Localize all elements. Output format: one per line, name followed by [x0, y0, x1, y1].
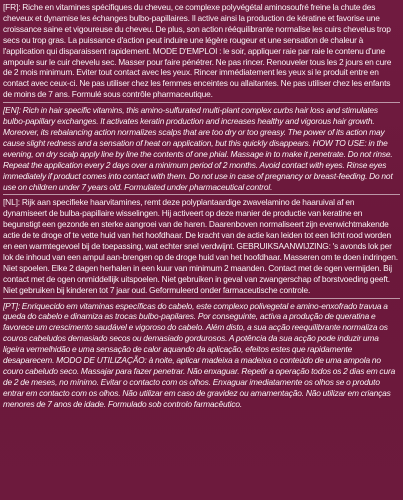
text-block-pt: [PT]: Enriquecido em vitaminas específicas do cabelo, este complexo polivegetal e amino-enxofrado travua a queda do cabelo e dinamiza as trocas bulbo-papilares. Por conseguinte, activa a produção de queratina e favorece um crescimento saudável e vigoroso do cabelo. Além disto, a sua acção reequilibrante normaliza os couros cabeludos demasiado secos ou demasiado gordurosos. A potência da sua acção pode induzir uma ligeira vermelhidão e uma sensação de calor aquando da aplicação, efeitos estes que rapidamente desaparecem. MODO DE UTILIZAÇÃO: à noite, aplicar madeixa a madeixa o conteúdo de uma ampola no couro cabeludo seco. Massajar para fazer penetrar. Não enxaguar. Repetir a operação todos os 2 dias em cura de 2 de meses, no mínimo. Evitar o contacto com os olhos. Enxaguar imediatamente os olhos se o produto entrar em contacto com os olhos. Não utilizar em caso de gravidez ou amamentação. Não utilizar em crianças menores de 7 anos de idade. Formulado sob controlo farmacêutico.	[3, 300, 396, 409]
text-block-en: [EN]: Rich in hair specific vitamins, this amino-sulfurated multi-plant complex curbs hair loss and stimulates bulbo-papillary exchanges. It activates keratin production and increases healthy and vigorous hair growth. Moreover, its rebalancing action normalizes scalps that are too dry or too greasy. The power of its action may cause slight redness and a sensation of heat on application, but this quickly disappears. HOW TO USE: in the evening, on dry scalp apply line by line the contents of one phial. Massage in to make it penetrate. Do not rinse. Repeat the application every 2 days over a minimum period of 2 months. Avoid contact with eyes. Rinse eyes immediately if product comes into contact with them. Do not use in case of pregnancy or breast-feeding. Do not use on children under 7 years old. Formulated under pharmaceutical control.	[3, 105, 393, 192]
text-block-fr: [FR]: Riche en vitamines spécifiques du cheveu, ce complexe polyvégétal aminosoufré freine la chute des cheveux et dynamise les échanges bulbo-papillaires. Il active ainsi la production de kératine et favorise une croissance saine et vigoureuse du cheveu. De plus, son action rééquilibrante normalise les cuirs chevelus trop secs ou trop gras. La puissance d'action peut induire une légère rougeur et une sensation de chaleur à l'application qui disparaissent rapidement. MODE D'EMPLOI : le soir, appliquer raie par raie le contenu d'une ampoule sur le cuir chevelu sec. Masser pour faire pénétrer. Ne pas rincer. Renouveler tous les 2 jours en cure de 2 mois minimum. Eviter tout contact avec les yeux. Rincer immédiatement les yeux si le produit entre en contact avec ceux-ci. Ne pas utiliser chez les femmes enceintes ou allaitantes. Ne pas utiliser chez les enfants de moins de 7 ans. Formulé sous contrôle pharmaceutique.	[3, 2, 392, 100]
divider	[3, 102, 400, 103]
text-block-nl: [NL]: Rijk aan specifieke haarvitamines, remt deze polyplantaardige zwavelamino de haaruival af en dynamiseert de bulba-papillaire wisselingen. Hij activeert op deze manier de productie van keratine en begunstigt een gezonde en sterke aangroei van de haren. Daarenboven normaliseert zijn evenwichtmakende actie de te droge of te vette huid van het hoofdhaar. De kracht van de actie kan leiden tot een licht rood worden en een warmtegevoel bij de toepassing, wat echter snel verdwijnt. GEBRUIKSAANWIJZING: 's avonds lok per lok de inhoud van een ampul aan-brengen op de droge huid van het hoofdhaar. Masseren om te doen indringen. Niet spoelen. Elke 2 dagen herhalen in een kuur van minimum 2 maanden. Contact met de ogen vermijden. Bij contact met de ogen onmiddellijk uitspoelen. Niet gebruiken in geval van zwangerschap of borstvoeding geeft. Niet gebruiken bij kinderen tot 7 jaar oud. Geformuleerd onder farmaceutische controle.	[3, 197, 398, 295]
divider	[3, 194, 400, 195]
divider	[3, 298, 400, 299]
